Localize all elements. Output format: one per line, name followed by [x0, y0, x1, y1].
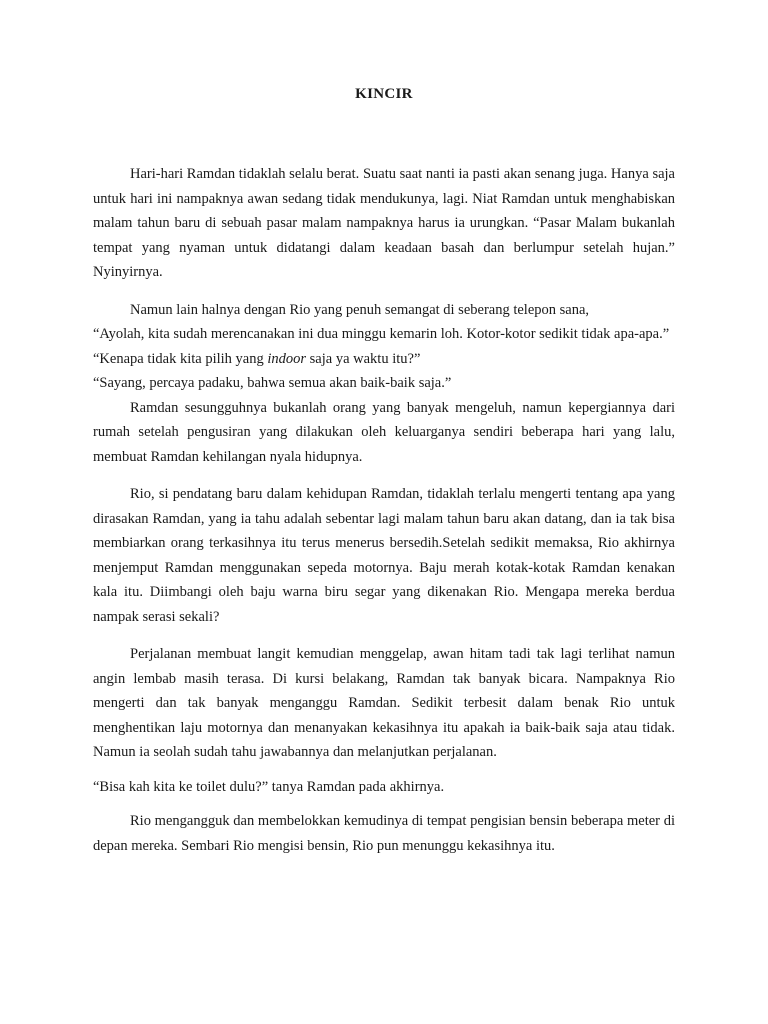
dialogue-line-2 [93, 347, 675, 372]
document-body [93, 162, 675, 858]
dialogue-line-3: “Sayang, percaya padaku, bahwa semua akan baik-baik saja.” [93, 375, 452, 391]
paragraph-6: Rio mengangguk dan membelokkan kemudinya di tempat pengisian bensin beberapa meter di depan mereka. Sembari Rio mengisi bensin, Rio pun menunggu kekasihnya itu. [93, 813, 675, 854]
paragraph-1: Hari-hari Ramdan tidaklah selalu berat. Suatu saat nanti ia pasti akan senang juga. Hanya saja untuk hari ini nampaknya awan sedang tidak mendukunya, lagi. Niat Ramdan untuk menghabiskan malam tahun baru di sebuah pasar malam nampaknya harus ia urungkan. “Pasar Malam bukanlah tempat yang nyaman untuk didatangi dalam keadaan basah dan berlumpur setelah hujan.” Nyinyirnya. [93, 166, 675, 280]
dialogue-line-2-start: “Kenapa tidak kita pilih yang [93, 350, 268, 367]
paragraph-4: Rio, si pendatang baru dalam kehidupan Ramdan, tidaklah terlalu mengerti tentang apa yang dirasakan Ramdan, yang ia tahu adalah sebentar lagi malam tahun baru akan datang, dan ia tak bisa membiarkan orang terkasihnya itu terus menerus bersedih.Setelah sedikit memaksa, Rio akhirnya menjemput Ramdan menggunakan sepeda motornya. Baju merah kotak-kotak Ramdan kenakan kala itu. Diimbangi oleh baju warna biru segar yang dikenakan Rio. Mengapa mereka berdua nampak serasi sekali? [93, 486, 675, 625]
dialogue-line-1: “Ayolah, kita sudah merencanakan ini dua minggu kemarin loh. Kotor-kotor sedikit tidak apa-apa.” [93, 326, 670, 342]
document-title: KINCIR [355, 86, 413, 102]
paragraph-3: Ramdan sesungguhnya bukanlah orang yang banyak mengeluh, namun kepergiannya dari rumah setelah pengusiran yang dilakukan oleh keluarganya sendiri beberapa hari yang lalu, membuat Ramdan kehilangan nyala hidupnya. [93, 399, 675, 465]
indoor-word: indoor [267, 350, 307, 367]
paragraph-2: Namun lain halnya dengan Rio yang penuh semangat di seberang telepon sana, [130, 301, 590, 318]
dialogue-line-2-end: saja ya waktu itu?” [306, 350, 421, 367]
paragraph-5: Perjalanan membuat langit kemudian menggelap, awan hitam tadi tak lagi terlihat namun angin lembab masih terasa. Di kursi belakang, Ramdan tak banyak bicara. Nampaknya Rio mengerti dan tak banyak menganggu Ramdan. Sedikit terbesit dalam benak Rio untuk menghentikan laju motornya dan menanyakan kekasihnya itu apakah ia baik-baik saja atau tidak. Namun ia seolah sudah tahu jawabannya dan melanjutkan perjalanan. [93, 646, 675, 760]
dialogue-line-4: “Bisa kah kita ke toilet dulu?” tanya Ramdan pada akhirnya. [93, 778, 445, 795]
